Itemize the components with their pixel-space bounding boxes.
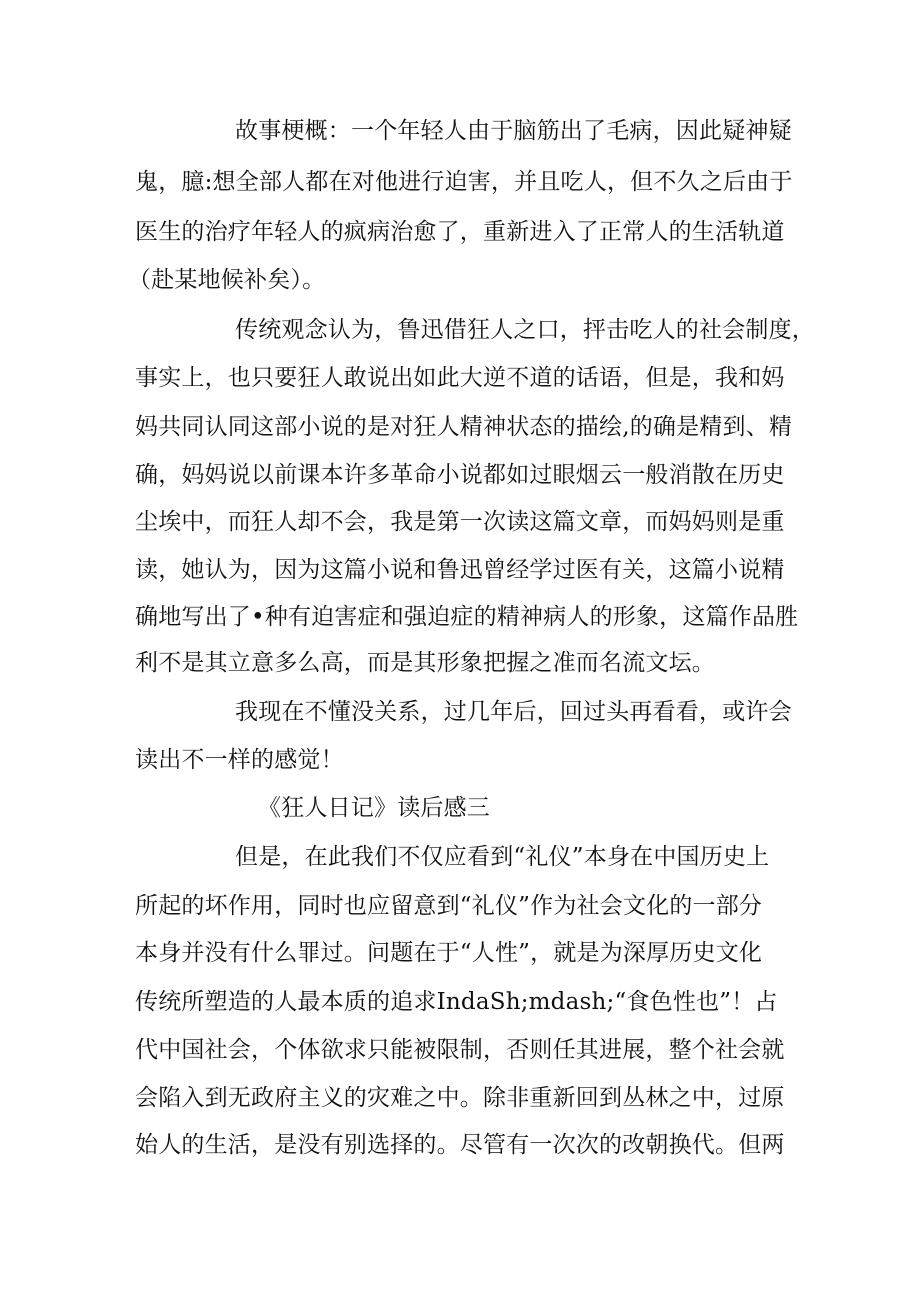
paragraph-traditional-line-1: 传统观念认为，鲁迅借狂人之口，抨击吃人的社会制度， bbox=[235, 317, 815, 343]
paragraph-etiquette-line-4: 传统所塑造的人最本质的追求IndaSh;mdash;“食色性也”！占 bbox=[135, 989, 778, 1015]
paragraph-synopsis-line-4: （赴某地候补矣）。 bbox=[128, 267, 326, 293]
paragraph-etiquette-line-2: 所起的坏作用，同时也应留意到“礼仪”作为社会文化的一部分 bbox=[135, 893, 763, 919]
paragraph-synopsis-line-3: 医生的治疗年轻人的疯病治愈了，重新进入了正常人的生活轨道 bbox=[135, 219, 785, 245]
paragraph-synopsis-line-1: 故事梗概：一个年轻人由于脑筋出了毛病，因此疑神疑 bbox=[235, 118, 792, 144]
paragraph-traditional-line-3: 妈共同认同这部小说的是对狂人精神状态的描绘,的确是精到、精 bbox=[135, 414, 793, 440]
paragraph-reflection-line-1: 我现在不懂没关系，过几年后，回过头再看看，或许会 bbox=[235, 699, 792, 725]
paragraph-traditional-line-6: 读，她认为，因为这篇小说和鲁迅曾经学过医有关，这篇小说精 bbox=[135, 557, 785, 583]
section-title: 《狂人日记》读后感三 bbox=[258, 795, 490, 821]
paragraph-etiquette-line-6: 会陷入到无政府主义的灾难之中。除非重新回到丛林之中，过原 bbox=[135, 1085, 785, 1111]
paragraph-traditional-line-7: 确地写出了•种有迫害症和强迫症的精神病人的形象，这篇作品胜 bbox=[135, 604, 799, 630]
paragraph-traditional-line-8: 利不是其立意多么高，而是其形象把握之准而名流文坛。 bbox=[135, 650, 715, 676]
paragraph-etiquette-line-3: 本身并没有什么罪过。问题在于“人性”，就是为深厚历史文化 bbox=[135, 940, 763, 966]
paragraph-traditional-line-5: 尘埃中，而狂人却不会，我是第一次读这篇文章，而妈妈则是重 bbox=[135, 509, 785, 535]
paragraph-traditional-line-4: 确，妈妈说以前课本许多革命小说都如过眼烟云一般消散在历史 bbox=[135, 462, 785, 488]
paragraph-etiquette-line-1: 但是，在此我们不仅应看到“礼仪”本身在中国历史上 bbox=[235, 844, 770, 870]
paragraph-etiquette-line-5: 代中国社会，个体欲求只能被限制，否则任其进展，整个社会就 bbox=[135, 1037, 785, 1063]
paragraph-reflection-line-2: 读出不一样的感觉！ bbox=[135, 747, 344, 773]
paragraph-traditional-line-2: 事实上，也只要狂人敢说出如此大逆不道的话语，但是，我和妈 bbox=[135, 365, 785, 391]
paragraph-etiquette-line-7: 始人的生活，是没有别选择的。尽管有一次次的改朝换代。但两 bbox=[135, 1132, 785, 1158]
paragraph-synopsis-line-2: 鬼，臆:想全部人都在对他进行迫害，并且吃人，但不久之后由于 bbox=[135, 169, 793, 195]
